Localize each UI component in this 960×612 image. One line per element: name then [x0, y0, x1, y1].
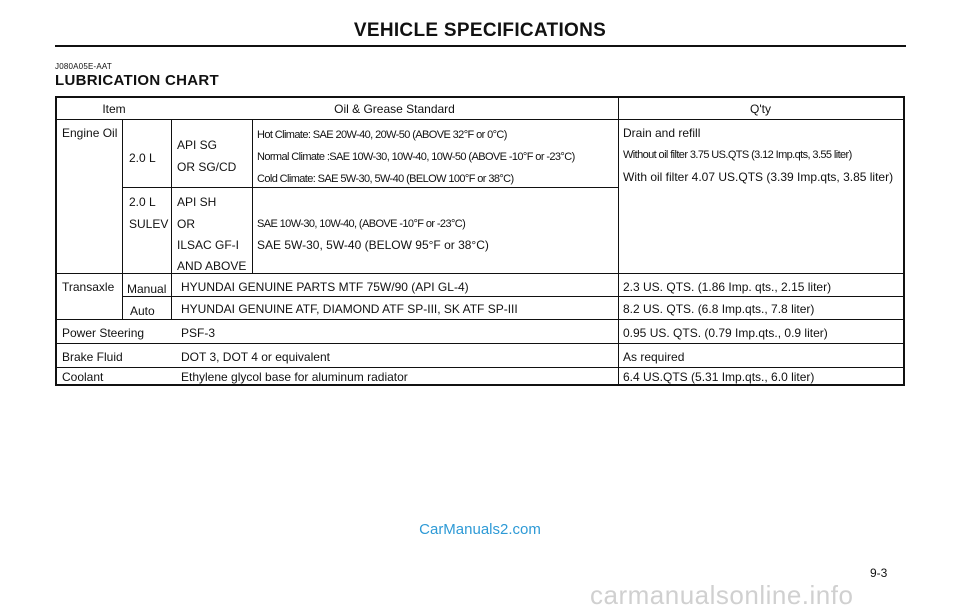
brake-fluid-label: Brake Fluid: [62, 350, 123, 364]
column-header-qty: Q'ty: [750, 102, 771, 116]
engine-oil-qty-line: With oil filter 4.07 US.QTS (3.39 Imp.qts, 3.85 liter): [623, 170, 894, 184]
grid-line: [57, 343, 903, 344]
grid-line: [57, 319, 903, 320]
transaxle-auto-standard: HYUNDAI GENUINE ATF, DIAMOND ATF SP-III, SK ATF SP-III: [181, 302, 518, 316]
viscosity-line: Hot Climate: SAE 20W-40, 20W-50 (ABOVE 32°F or 0°C): [257, 129, 507, 141]
power-steering-label: Power Steering: [62, 326, 145, 340]
oil-grade-line: OR SG/CD: [177, 160, 237, 174]
coolant-standard: Ethylene glycol base for aluminum radiator: [181, 370, 408, 384]
transaxle-manual-standard: HYUNDAI GENUINE PARTS MTF 75W/90 (API GL-4): [181, 280, 469, 294]
column-header-item: Item: [102, 102, 126, 116]
page-header-title: VEHICLE SPECIFICATIONS: [353, 20, 607, 41]
viscosity-line: Cold Climate: SAE 5W-30, 5W-40 (BELOW 100°F or 38°C): [257, 173, 514, 185]
grid-line: [122, 119, 123, 319]
grid-line: [252, 119, 253, 273]
engine-size: 2.0 L: [129, 151, 156, 165]
power-steering-standard: PSF-3: [181, 326, 216, 340]
grid-line: [122, 296, 903, 297]
grid-line: [171, 119, 172, 319]
viscosity-line: SAE 10W-30, 10W-40, (ABOVE -10°F or -23°C): [257, 218, 466, 230]
header-rule: [55, 45, 906, 47]
coolant-qty: 6.4 US.QTS (5.31 Imp.qts., 6.0 liter): [623, 370, 815, 384]
oil-grade-line: OR: [177, 217, 195, 231]
grid-line: [618, 98, 619, 384]
brake-fluid-standard: DOT 3, DOT 4 or equivalent: [181, 350, 330, 364]
transaxle-auto-label: Auto: [130, 304, 155, 318]
engine-oil-label: Engine Oil: [62, 126, 118, 140]
page-number: 9-3: [870, 566, 888, 580]
grid-line: [57, 273, 903, 274]
lubrication-table: [55, 96, 905, 386]
grid-line: [122, 187, 618, 188]
engine-oil-qty-line: Drain and refill: [623, 126, 701, 140]
oil-grade-line: API SG: [177, 138, 218, 152]
power-steering-qty: 0.95 US. QTS. (0.79 Imp.qts., 0.9 liter): [623, 326, 828, 340]
watermark-text: carmanualsonline.info: [590, 580, 854, 610]
transaxle-manual-label: Manual: [127, 282, 167, 296]
engine-oil-qty-line: Without oil filter 3.75 US.QTS (3.12 Imp.qts, 3.55 liter): [623, 149, 852, 161]
grid-line: [57, 367, 903, 368]
oil-grade-line: AND ABOVE: [177, 259, 247, 273]
transaxle-auto-qty: 8.2 US. QTS. (6.8 Imp.qts., 7.8 liter): [623, 302, 815, 316]
coolant-label: Coolant: [62, 370, 104, 384]
section-title: LUBRICATION CHART: [55, 72, 219, 89]
viscosity-line: SAE 5W-30, 5W-40 (BELOW 95°F or 38°C): [257, 238, 489, 252]
engine-variant: SULEV: [129, 217, 169, 231]
oil-grade-line: ILSAC GF-I: [177, 238, 240, 252]
document-code: J080A05E-AAT: [55, 62, 112, 71]
carmanuals-link[interactable]: CarManuals2.com: [419, 521, 541, 538]
oil-grade-line: API SH: [177, 195, 217, 209]
transaxle-label: Transaxle: [62, 280, 115, 294]
transaxle-manual-qty: 2.3 US. QTS. (1.86 Imp. qts., 2.15 liter): [623, 280, 832, 294]
brake-fluid-qty: As required: [623, 350, 685, 364]
grid-line: [57, 119, 903, 120]
viscosity-line: Normal Climate :SAE 10W-30, 10W-40, 10W-50 (ABOVE -10°F or -23°C): [257, 151, 575, 163]
engine-size: 2.0 L: [129, 195, 156, 209]
column-header-standard: Oil & Grease Standard: [334, 102, 455, 116]
